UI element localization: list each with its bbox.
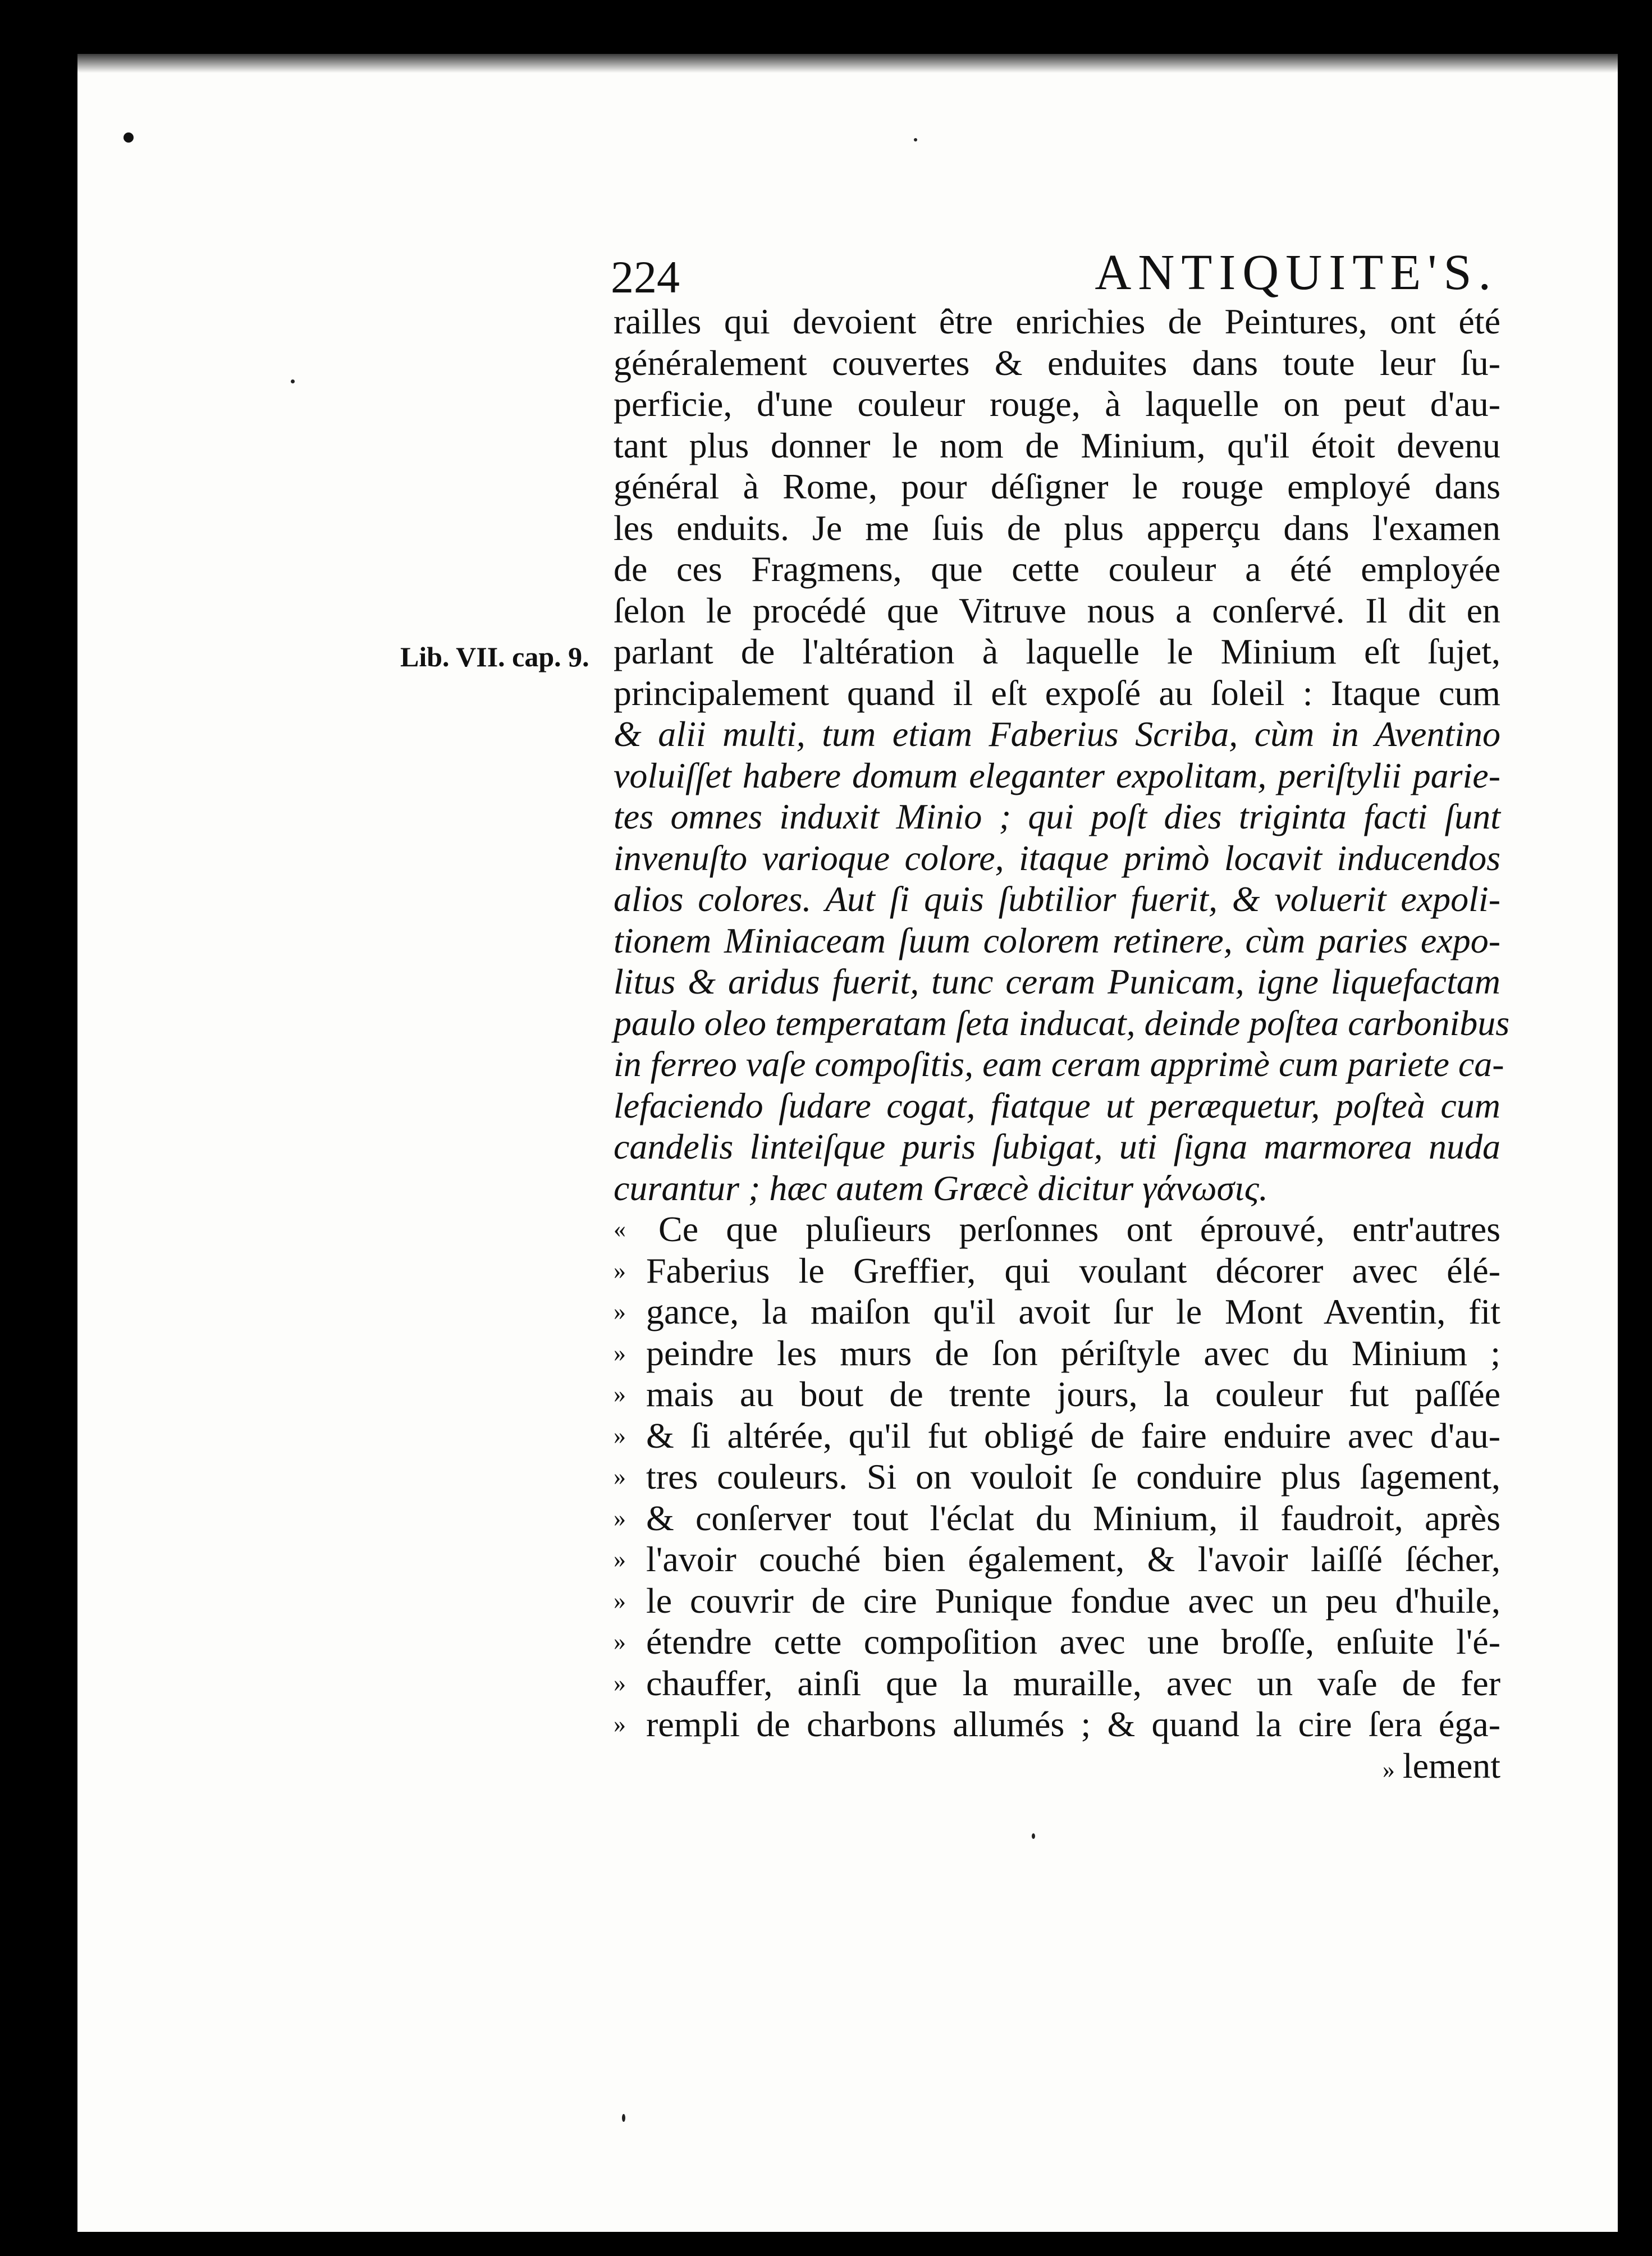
translation-text: & ſi altérée, qu'il fut obligé de faire enduire avec d'au- [646,1415,1500,1456]
book-page [77,54,1618,2232]
paper-speck [622,2114,625,2122]
quote-mark: » [614,1586,626,1614]
text-line: principalement quand il eſt expoſé au ſoleil : Itaque cum [614,672,1500,713]
translation-line [614,1498,1500,1539]
latin-line: & alii multi, tum etiam Faberius Scriba, cùm in Aventino [614,714,1500,754]
ink-spot [123,132,134,143]
paper-speck [1032,1833,1035,1839]
translation-text: chauffer, ainſi que la muraille, avec un vaſe de fer [646,1663,1500,1703]
translation-text: le couvrir de cire Punique fondue avec un peu d'huile, [646,1580,1500,1621]
translation-line [614,1663,1500,1704]
translation-text: étendre cette compoſition avec une broſſe, enſuite l'é- [646,1622,1500,1662]
translation-line [614,1209,1500,1250]
latin-line: tes omnes induxit Minio ; qui poſt dies triginta facti ſunt [614,797,1500,836]
text-line: général à Rome, pour déſigner le rouge employé dans [614,466,1500,506]
quote-mark: » [614,1669,626,1697]
latin-line: in ferreo vaſe compoſitis, eam ceram apprimè cum pariete ca- [614,1044,1504,1084]
latin-line: curantur ; hæc autem Græcè dicitur γάνωσις. [614,1168,1268,1208]
latin-line: alios colores. Aut ſi quis ſubtilior fuerit, & voluerit expoli- [614,879,1500,919]
translation-text: rempli de charbons allumés ; & quand la cire ſera éga- [646,1704,1500,1744]
page-edge-shadow [77,54,1618,73]
translation-line [614,1621,1500,1663]
translation-line [614,1539,1500,1580]
latin-line: tionem Miniaceam ſuum colorem retinere, cùm paries expo- [614,920,1500,960]
translation-paragraph [614,1209,1500,1745]
latin-line: litus & aridus fuerit, tunc ceram Punicam, igne liquefactam [614,962,1500,1001]
latin-line: paulo oleo temperatam ſeta inducat, deinde poſtea carbonibus [614,1003,1510,1043]
quote-mark: » [614,1421,626,1449]
quote-mark: » [614,1504,626,1532]
margin-note: Lib. VII. cap. 9. [400,641,589,672]
text-line: généralement couvertes & enduites dans toute leur ſu- [614,342,1500,383]
translation-line [614,1333,1500,1374]
quote-mark: » [614,1380,626,1408]
translation-text: tres couleurs. Si on vouloit ſe conduire plus ſagement, [646,1457,1500,1497]
translation-text: peindre les murs de ſon périſtyle avec du Minium ; [646,1333,1500,1373]
translation-line [614,1291,1500,1333]
running-head [611,245,1498,306]
translation-line [614,1415,1500,1457]
latin-line: voluiſſet habere domum eleganter expolitam, periſtylii parie- [614,755,1500,795]
latin-line: invenuſto varioque colore, itaque primò locavit inducendos [614,838,1500,878]
translation-line [614,1704,1500,1745]
translation-text: l'avoir couché bien également, & l'avoir laiſſé ſécher, [646,1539,1500,1579]
translation-line [614,1456,1500,1498]
text-line: ſelon le procédé que Vitruve nous a conſervé. Il dit en [614,590,1500,630]
quote-mark: » [614,1545,626,1573]
translation-text: Faberius le Greffier, qui voulant décorer avec élé- [646,1250,1500,1291]
latin-line: candelis linteiſque puris ſubigat, uti ſigna marmorea nuda [614,1127,1500,1166]
paper-speck [291,379,295,383]
text-line: les enduits. Je me ſuis de plus apperçu dans l'examen [614,507,1500,548]
latin-line: lefaciendo ſudare cogat, fiatque ut peræquetur, poſteà cum [614,1085,1500,1125]
translation-text: Ce que pluſieurs perſonnes ont éprouvé, entr'autres [658,1209,1500,1249]
translation-text: mais au bout de trente jours, la couleur fut paſſée [646,1374,1500,1414]
text-block [614,301,1510,1786]
french-paragraph [614,301,1500,713]
quote-mark: » [614,1256,626,1284]
catchword [614,1745,1500,1787]
catchword-text: lement [1402,1745,1500,1786]
quote-mark: » [614,1298,626,1325]
text-line: tant plus donner le nom de Minium, qu'il étoit devenu [614,425,1500,465]
translation-text: & conſerver tout l'éclat du Minium, il faudroit, après [646,1498,1500,1538]
quote-mark: « [614,1215,626,1243]
quote-mark: » [614,1339,626,1367]
quote-mark: » [614,1463,626,1490]
translation-line [614,1250,1500,1292]
text-line: perficie, d'une couleur rouge, à laquelle on peut d'au- [614,384,1500,424]
quote-mark: » [614,1710,626,1738]
page-number: 224 [611,251,680,303]
text-line: de ces Fragmens, que cette couleur a été employée [614,549,1500,589]
text-line: parlant de l'altération à laquelle le Minium eſt ſujet, [614,632,1500,671]
running-title: ANTIQUITE'S. [1095,245,1498,300]
quote-mark: » [1382,1755,1395,1783]
text-line: railles qui devoient être enrichies de Peintures, ont été [614,301,1500,341]
latin-quotation [614,713,1510,1209]
paper-speck [914,138,917,141]
translation-line [614,1580,1500,1622]
translation-line [614,1374,1500,1415]
quote-mark: » [614,1628,626,1655]
translation-text: gance, la maiſon qu'il avoit ſur le Mont Aventin, fit [646,1292,1500,1331]
